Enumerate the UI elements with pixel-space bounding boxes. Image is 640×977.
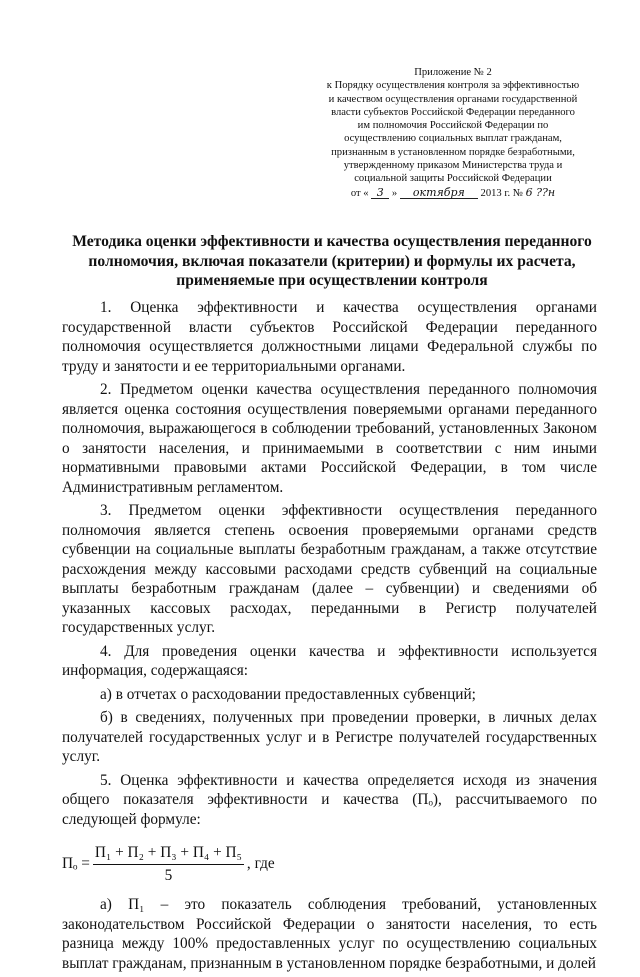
paragraph-5: 5. Оценка эффективности и качества определяется исходя из значения общего показателя эффективности и качества (Пₒ), рассчитываемого по следующей формуле: [62,771,597,828]
appendix-line: к Порядку осуществления контроля за эффективностью [326,80,580,92]
order-number: 6 ??н [525,185,556,199]
paragraph-1: 1. Оценка эффективности и качества осуществления органами государственной власти субъектов Российской Федерации переданного полномочия осуществляется должностными лицами Федеральной службы по труду и занятости и ее территориальными органами. [62,299,597,375]
paragraph-4b: б) в сведениях, полученных при проведении проверки, в личных делах получателей государственных услуг и в Регистре получателей государственных услуг. [62,709,597,765]
appendix-line: власти субъектов Российской Федерации переданного [331,106,575,118]
appendix-line: утвержденному приказом Министерства труда и [343,160,563,172]
document-body [62,298,597,977]
appendix-line: социальной защиты Российской Федерации [354,173,552,185]
formula-denominator: 5 [164,866,173,884]
appendix-header [318,66,588,200]
date-year: 2013 г. № [480,187,523,199]
title-line: полномочия, включая показатели (критерии) и формулы их расчета, [88,252,576,270]
title-line: Методика оценки эффективности и качества осуществления переданного [72,233,592,250]
date-day: 3 [371,187,389,199]
date-month: октября [400,187,478,199]
appendix-line: и качеством осуществления органами государственной [328,93,578,105]
appendix-line: осуществлению социальных выплат гражданам, [344,133,562,145]
appendix-line: признанным в установленном порядке безработными, [331,146,575,158]
paragraph-2: 2. Предметом оценки качества осуществления переданного полномочия является оценка состояния осуществления поверяемыми органами переданного полномочия, выражающегося в соблюдении требований, установленных Законом о занятости населения, и принимаемыми в соответствии с ним иными нормативными правовыми актами Российской Федерации, в том числе Административным регламентом. [62,381,597,496]
paragraph-4a: а) в отчетах о расходовании предоставленных субвенций; [100,685,476,703]
date-prefix: от « [350,187,369,199]
formula-numerator: П₁ + П₂ + П₃ + П₄ + П₅ [93,843,244,865]
date-mid: » [391,187,398,199]
paragraph-3: 3. Предметом оценки эффективности осуществления переданного полномочия является степень освоения проверяемыми органами средств субвенции на социальные выплаты безработным гражданам, а также отсутствие расхождения между кассовыми расходами средств субвенций на социальные выплаты безработным гражданам (далее – субвенции) и сведениями об указанных кассовых расходах, переданными в Регистр получателей государственных услуг. [62,502,597,636]
formula-lhs: Пₒ = [62,855,90,873]
appendix-line: Приложение № 2 [414,67,492,78]
formula-suffix: , где [246,855,275,873]
title-line: применяемые при осуществлении контроля [176,272,488,289]
paragraph-4: 4. Для проведения оценки качества и эффективности используется информация, содержащаяся: [62,642,597,679]
formula-fraction [93,843,244,885]
appendix-date [318,186,588,200]
formula [62,843,597,885]
document-title [62,232,602,291]
paragraph-5a: а) П₁ – это показатель соблюдения требований, установленных законодательством Российской Федерации о занятости населения, то есть разница между 100% предоставленных услуг по осуществлению социальных выплат гражданам, признанным в установленном порядке безработными, и долей [62,896,597,972]
appendix-line: им полномочия Российской Федерации по [357,120,549,132]
